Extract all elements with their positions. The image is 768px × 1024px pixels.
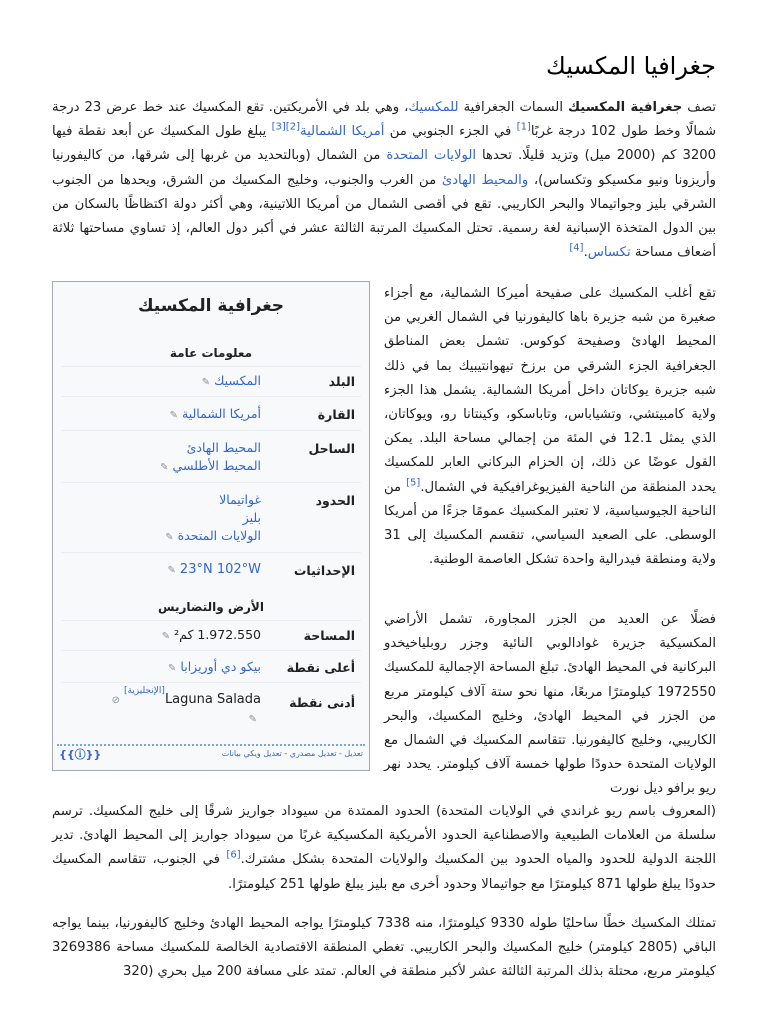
link-mexico[interactable]: للمكسيك [408, 100, 459, 115]
edit-pencil-icon[interactable]: ✎ [161, 631, 171, 642]
link-pacific[interactable]: المحيط الهادئ [186, 440, 261, 455]
link-icon[interactable]: ⊘ [111, 695, 120, 706]
citation-1[interactable]: [1] [516, 121, 531, 133]
edit-pencil-icon[interactable]: ✎ [201, 377, 211, 388]
link-texas[interactable]: تكساس [587, 245, 631, 261]
infobox-section-land: الأرض والتضاريس [158, 600, 264, 614]
area-value: 1.972.550 كم² [174, 627, 261, 642]
infobox-row-lowest [61, 682, 361, 733]
link-country[interactable]: المكسيك [214, 373, 261, 388]
tectonics-paragraph: تقع أغلب المكسيك على صفيحة أميركا الشمالية، مع أجزاء صغيرة من شبه جزيرة باها كاليفورنيا في الشمال الغربي من المحيط الهادئ وصفيحة كوكوس. تشمل بعض المناطق الجغرافية الجزء الشرقي من برزخ تيهوانتيبيك بما في ذلك شبه جزيرة يوكاتان داخل أمريكا الشمالية. يشمل هذا الجزء ولاية كامبيتشي، وتشياباس، وتاباسكو، وكينتانا رو، ويوكاتان، الذي يمثل 12.1 في المئة من إجمالي مساحة البلد. يمكن القول عوضًا عن ذلك، إن الحزام البركاني العابر للمكسيك يحدد المنطقة من الناحية الفيزيوغرافيكية في الشمال.[5] من الناحية الجيوسياسية، لا تعتبر المكسيك عمومًا جزءًا من أمريكا الوسطى. على الصعيد السياسي، تنقسم المكسيك إلى 31 ولاية ومنطقة فيدرالية واحدة تشكل العاصمة الوطنية. [384, 286, 716, 568]
link-north-america[interactable]: أمريكا الشمالية [300, 124, 385, 140]
link-usa[interactable]: الولايات المتحدة [177, 528, 261, 543]
infobox [52, 281, 370, 771]
edit-pencil-icon[interactable]: ✎ [169, 410, 179, 421]
row-label: أدنى نقطة [289, 695, 355, 710]
edit-pencil-icon[interactable]: ✎ [160, 462, 169, 473]
edit-pencil-icon[interactable]: ✎ [167, 565, 176, 576]
infobox-title: جغرافية المكسيك [137, 296, 285, 316]
link-belize[interactable]: بليز [242, 510, 261, 525]
row-label: البلد [328, 374, 355, 389]
citation-4[interactable]: [4] [569, 242, 584, 254]
info-icon[interactable]: {{ⓘ}} [59, 748, 102, 761]
bold-term: جغرافية المكسيك [568, 100, 683, 115]
link-atlantic[interactable]: المحيط الأطلسي [172, 458, 261, 473]
row-label: المساحة [303, 628, 355, 643]
link-pacific-ocean[interactable]: والمحيط الهادئ [441, 172, 529, 188]
link-coordinates[interactable]: 23°N 102°W [179, 562, 261, 577]
citation-6[interactable]: [6] [226, 850, 241, 862]
infobox-row-continent [61, 396, 361, 431]
infobox-row-highest [61, 650, 361, 683]
territory-paragraph: فضلًا عن العديد من الجزر المجاورة، تشمل الأراضي المكسيكية جزيرة غوادالوبي النائية وجزر روبلياخيخدو البركانية في المحيط الهادئ. تبلغ المساحة الإجمالية للمكسيك 1972550 كيلومترًا مربعًا، منها نحو ستة آلاف كيلومتر مربع من الجزر في المحيط الهادئ، وخليج المكسيك، والبحر الكاريبي، وخليج كاليفورنيا. تتقاسم المكسيك في الشمال مع الولايات المتحدة حدودًا طولها خمسة آلاف كيلومتر. يحدد نهر ريو برافو ديل نورت [384, 612, 716, 797]
row-label: الإحداثيات [293, 563, 355, 578]
row-label: الحدود [315, 493, 355, 508]
row-label: القارة [317, 407, 355, 422]
infobox-row-coast [61, 430, 361, 483]
edit-pencil-icon[interactable]: ✎ [248, 714, 257, 725]
coastline-paragraph: تمتلك المكسيك خطًا ساحليًا طوله 9330 كيلومترًا، منه 7338 كيلومترًا يواجه المحيط الهادئ وخليج كاليفورنيا، بينما يواجه الباقي (2805 كيلومتر) خليج المكسيك والبحر الكاريبي. تغطي المنطقة الاقتصادية الخالصة للمكسيك مساحة 3269386 كيلومتر مربع، محتلة بذلك المرتبة الثالثة عشر لأكبر منطقة في العالم. تمتد على مسافة 200 ميل بحري (320 [52, 916, 717, 980]
link-united-states[interactable]: الولايات المتحدة [386, 148, 477, 164]
link-guatemala[interactable]: غواتيمالا [219, 492, 261, 507]
link-highest-point[interactable]: بيكو دي أوريزابا [180, 659, 261, 674]
page-title: جغرافيا المكسيك [546, 52, 716, 80]
row-label: الساحل [308, 441, 355, 456]
edit-pencil-icon[interactable]: ✎ [165, 532, 174, 543]
lowest-point-value: Laguna Salada [164, 692, 261, 707]
citation-2-3[interactable]: [2][3] [271, 121, 300, 133]
infobox-row-coordinates [61, 552, 361, 587]
infobox-edit-links[interactable]: تعديل - تعديل مصدري - تعديل ويكي بيانات [221, 749, 363, 758]
citation-5[interactable]: [5] [406, 477, 421, 489]
edit-pencil-icon[interactable]: ✎ [168, 663, 177, 674]
intro-paragraph: تصف جغرافية المكسيك السمات الجغرافية للمكسيك، وهي بلد في الأمريكتين. تقع المكسيك عند خط عرض 23 درجة شمالًا وخط طول 102 درجة غربًا[1] في الجزء الجنوبي من أمريكا الشمالية[2][3] يبلغ طول المكسيك عن أبعد نقطة فيها 3200 كم (2000 ميل) وتزيد قليلًا. تحدها الولايات المتحدة من الشمال (وبالتحديد من غربها إلى شرقها، من كاليفورنيا وأريزونا ونيو مكسيكو وتكساس)، والمحيط الهادئ من الغرب والجنوب، وخليج المكسيك من الشرق، ويحدها من الجنوب الشرقي بليز وجواتيمالا والبحر الكاريبي. تقع في أقصى الشمال من أمريكا اللاتينية، وهي أكثر دولة اكتظاظًا بالسكان من بين الدول المتخذة الإسبانية لغة رسمية. تحتل المكسيك المرتبة الثالثة عشر في أكبر دول العالم، إذ تساوي مساحتها ثلاثة أضعاف مساحة تكساس.[4] [52, 100, 717, 261]
infobox-row-area [61, 620, 361, 651]
infobox-row-country [61, 366, 361, 397]
english-link[interactable]: [الإنجليزية] [123, 686, 165, 696]
infobox-footer [57, 744, 365, 764]
infobox-section-general: معلومات عامة [169, 346, 253, 360]
row-label: أعلى نقطة [286, 660, 355, 675]
infobox-row-borders [61, 482, 361, 553]
link-continent[interactable]: أمريكا الشمالية [182, 406, 261, 421]
borders-paragraph: (المعروف باسم ريو غراندي في الولايات المتحدة) الحدود الممتدة من سيوداد جواريز شرقًا إلى خليج المكسيك. ترسم سلسلة من العلامات الطبيعية والاصطناعية الحدود الأمريكية المكسيكية غربًا من سيوداد جواريز إلى المحيط الهادئ. تدير اللجنة الدولية للحدود والمياه الحدود بين المكسيك والولايات المتحدة بشكل مشترك.[6] في الجنوب، تتقاسم المكسيك حدودًا يبلغ طولها 871 كيلومترًا مع جواتيمالا وحدود أخرى مع بليز يبلغ طولها 251 كيلومترًا. [52, 804, 716, 892]
